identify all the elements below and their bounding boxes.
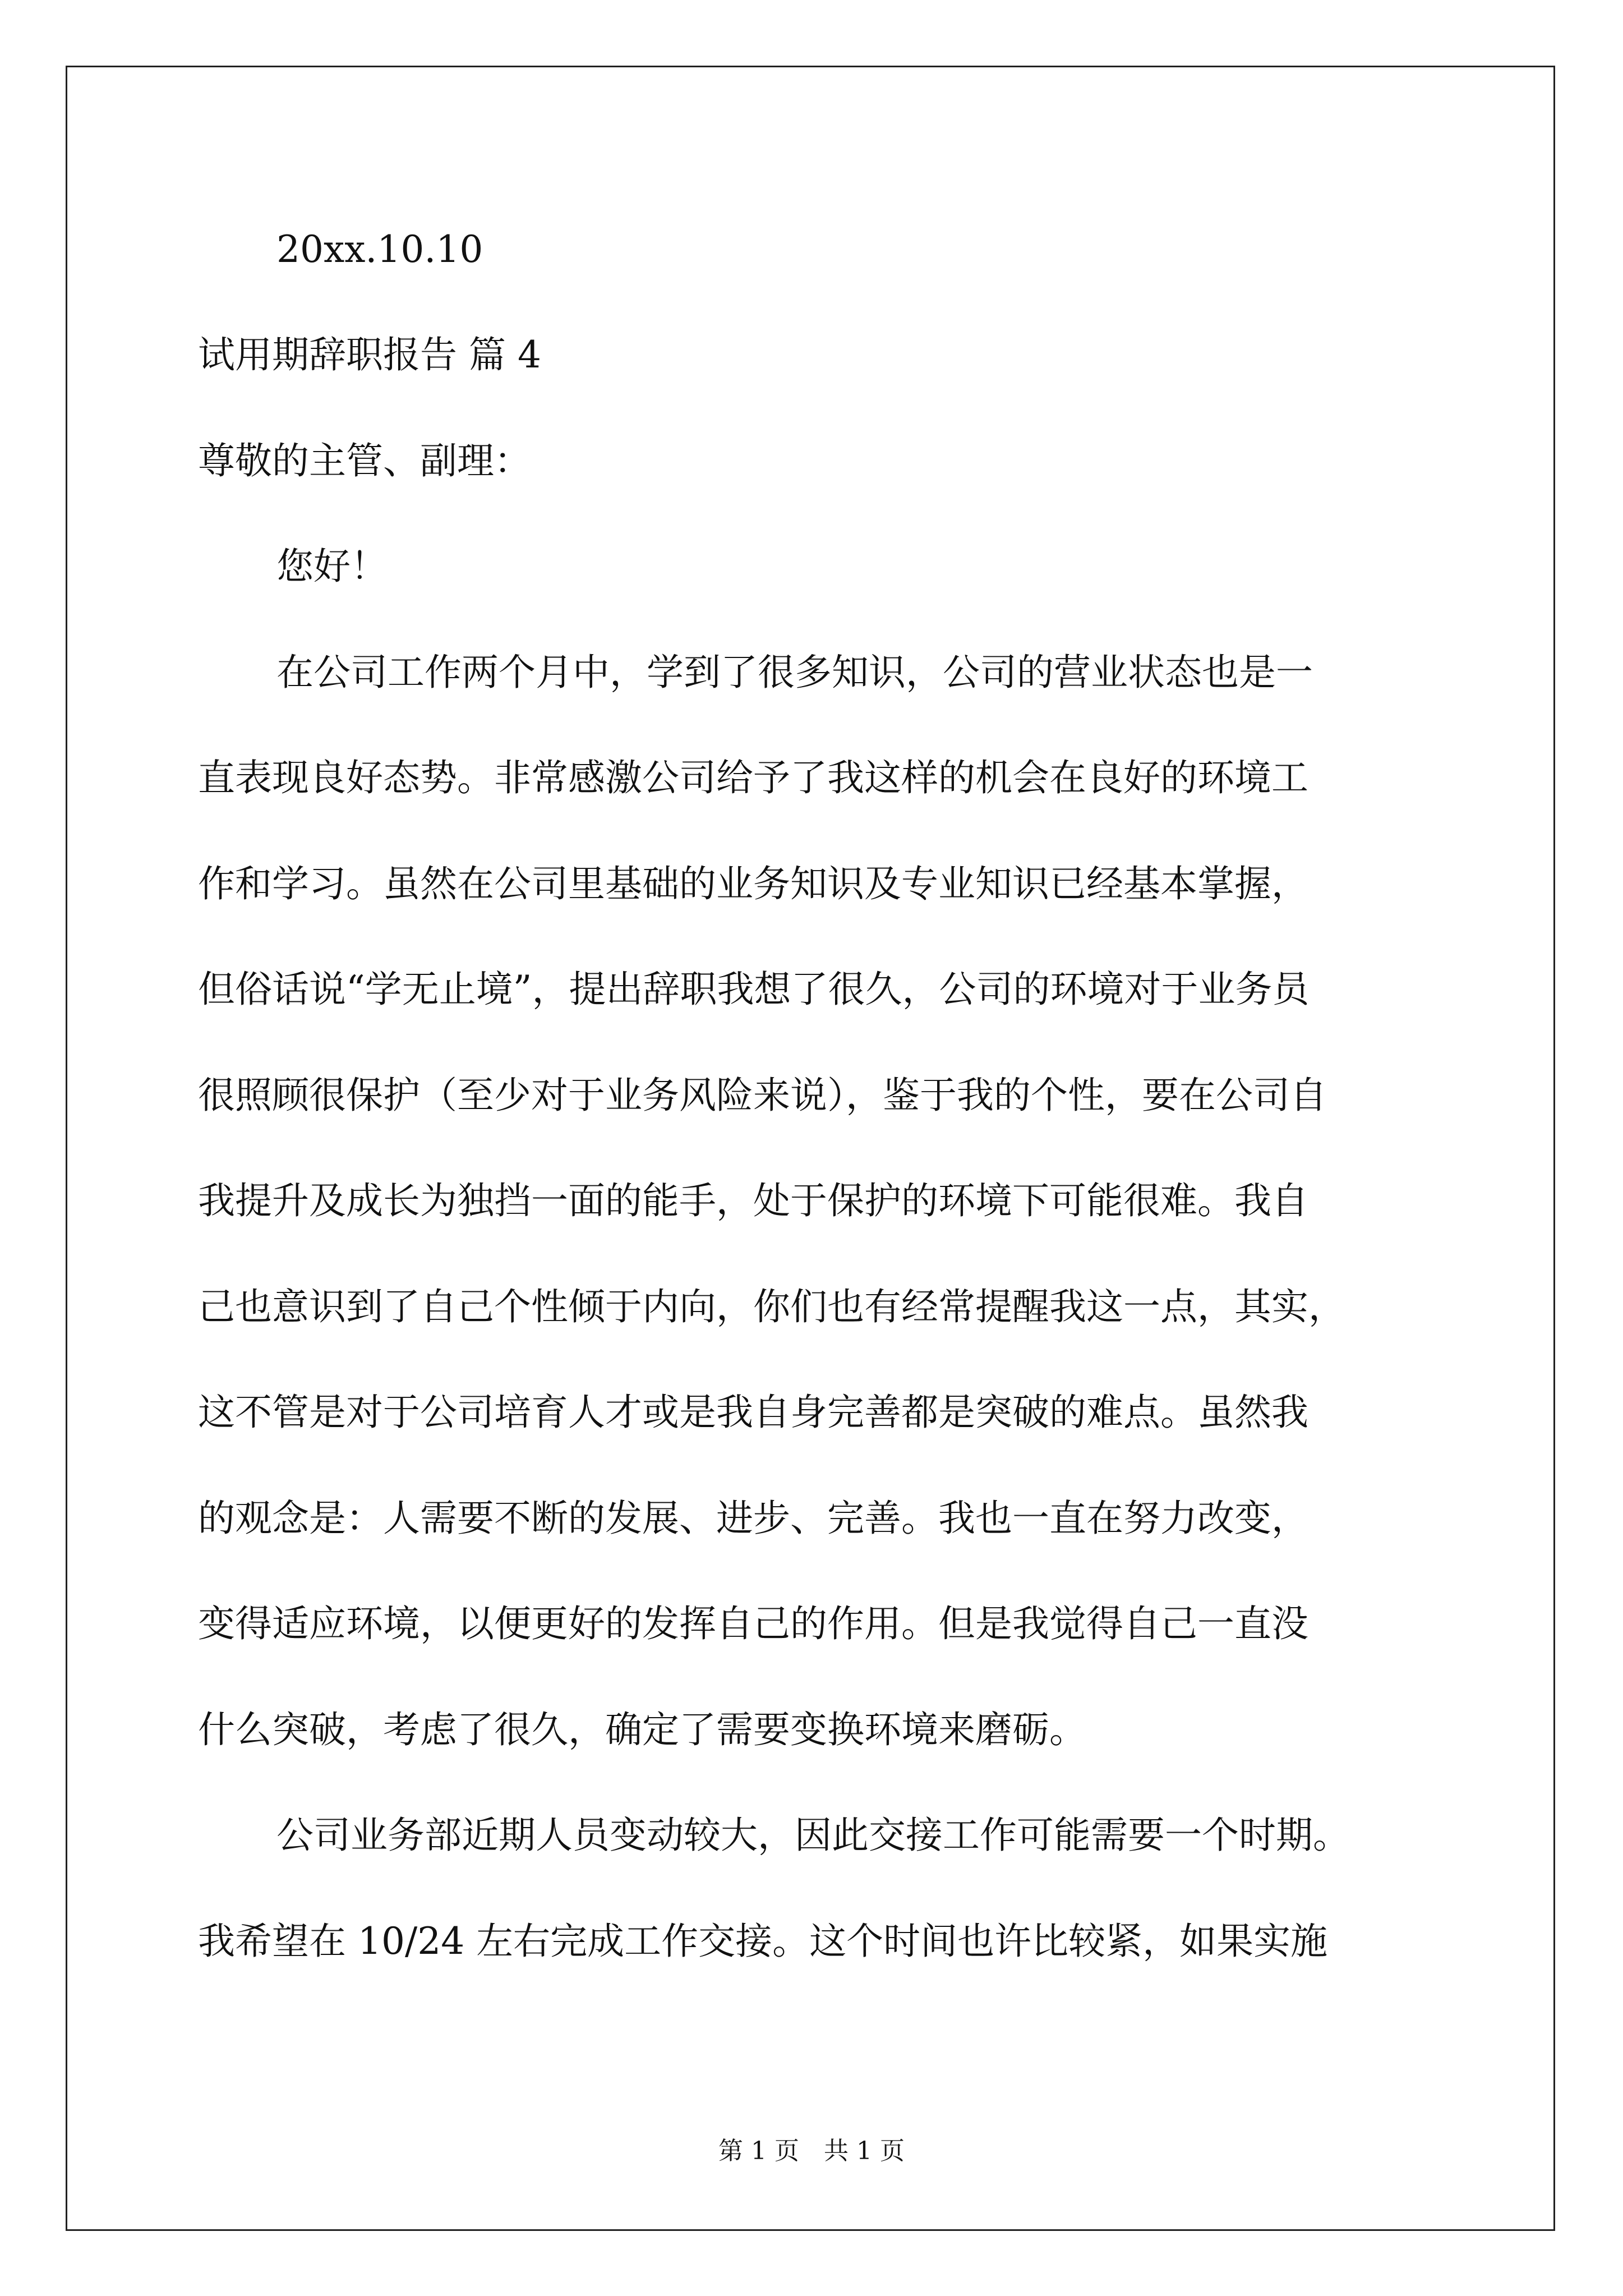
paragraph-1-line: 这不管是对于公司培育人才或是我自身完善都是突破的难点。虽然我 bbox=[198, 1391, 1308, 1434]
paragraph-1-line: 什么突破，考虑了很久，确定了需要变换环境来磨砺。 bbox=[198, 1708, 1086, 1751]
greeting: 您好！ bbox=[276, 545, 388, 588]
paragraph-1-line: 直表现良好态势。非常感激公司给予了我这样的机会在良好的环境工 bbox=[198, 756, 1308, 799]
paragraph-1-line: 变得适应环境，以便更好的发挥自己的作用。但是我觉得自己一直没 bbox=[198, 1602, 1308, 1645]
salutation: 尊敬的主管、副理： bbox=[198, 439, 531, 482]
paragraph-1-line: 在公司工作两个月中，学到了很多知识，公司的营业状态也是一 bbox=[276, 651, 1313, 694]
paragraph-1-line: 我提升及成长为独挡一面的能手，处于保护的环境下可能很难。我自 bbox=[198, 1179, 1308, 1222]
page-number: 第 1 页 共 1 页 bbox=[718, 2137, 905, 2165]
paragraph-1-line: 但俗话说“学无止境”，提出辞职我想了很久，公司的环境对于业务员 bbox=[198, 968, 1310, 1011]
paragraph-1-line: 己也意识到了自己个性倾于内向，你们也有经常提醒我这一点，其实， bbox=[198, 1285, 1345, 1328]
document-heading: 试用期辞职报告 篇 4 bbox=[198, 333, 541, 376]
paragraph-2-line: 我希望在 10/24 左右完成工作交接。这个时间也许比较紧，如果实施 bbox=[198, 1920, 1328, 1963]
paragraph-1-line: 很照顾很保护（至少对于业务风险来说），鉴于我的个性，要在公司自 bbox=[198, 1074, 1327, 1117]
paragraph-1-line: 作和学习。虽然在公司里基础的业务知识及专业知识已经基本掌握， bbox=[198, 862, 1308, 905]
document-date: 20xx.10.10 bbox=[276, 228, 483, 271]
paragraph-2-line: 公司业务部近期人员变动较大，因此交接工作可能需要一个时期。 bbox=[276, 1814, 1350, 1857]
paragraph-1-line: 的观念是：人需要不断的发展、进步、完善。我也一直在努力改变， bbox=[198, 1497, 1308, 1540]
page-frame bbox=[66, 66, 1555, 2231]
